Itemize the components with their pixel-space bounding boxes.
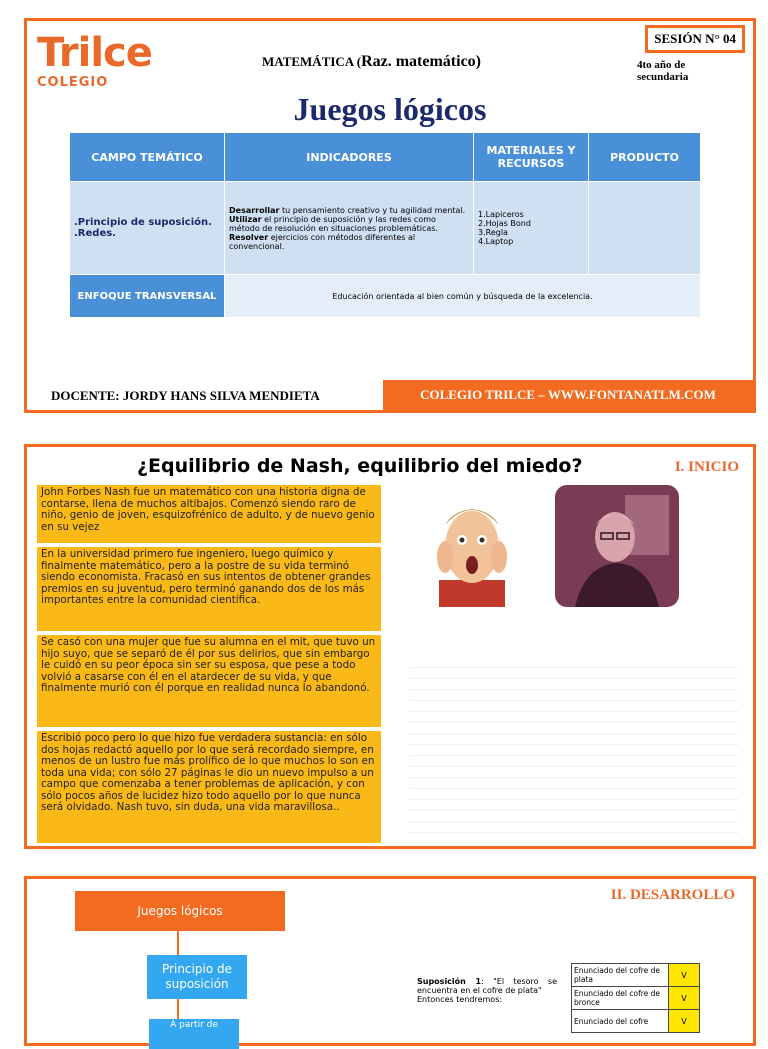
indicators-cell (225, 182, 474, 275)
desarrollo-panel (24, 876, 756, 1046)
material-item: 1.Lapiceros (478, 210, 524, 219)
grade-label: 4to año de secundaria (637, 59, 689, 83)
indicator-item: Utilizar el principio de suposición y las redes como método de resolución en situaciones problemáticas. (229, 214, 438, 233)
subject-main: Raz. matemático) (361, 53, 482, 70)
lesson-plan-table (69, 132, 701, 318)
story-card: John Forbes Nash fue un matemático con una historia digna de contarse, llena de muchos altibajos. Comenzó siendo raro de niño, genio de joven, esquizofrénico de adulto, y de nuevo genio en su vejez (37, 485, 381, 543)
supposition-then: Entonces tendremos: (417, 995, 503, 1004)
trilce-logo (37, 31, 152, 90)
chest-label: Enunciado del cofre (572, 1010, 669, 1033)
product-cell (589, 182, 701, 275)
campo-line: .Redes. (74, 228, 116, 239)
connector-line (177, 999, 179, 1019)
concept-box-main: Juegos lógicos (75, 891, 285, 931)
logo-wordmark: Trilce (37, 30, 152, 76)
teacher-name: DOCENTE: JORDY HANS SILVA MENDIETA (51, 388, 320, 403)
connector-line (177, 931, 179, 955)
school-footer: COLEGIO TRILCE – WWW.FONTANATLM.COM (383, 380, 753, 410)
enfoque-label: ENFOQUE TRANSVERSAL (70, 275, 225, 318)
material-item: 4.Laptop (478, 237, 514, 246)
indicator-item: Desarrollar tu pensamiento creativo y tu agilidad mental. (229, 205, 466, 215)
chest-truth-table (571, 963, 700, 1033)
header-campo: CAMPO TEMÁTICO (70, 133, 225, 182)
subject-prefix: MATEMÁTICA ( (262, 54, 362, 69)
story-card: Se casó con una mujer que fue su alumna en el mit, que tuvo un hijo suyo, que se separó de él por sus delirios, que sin embargo le cuidó en su peor época sin ser su esposa, que pese a todo volvió a casarse con él en el atardecer de su vida, y que finalmente murió con él porque en realidad nunca lo abandonó. (37, 635, 381, 727)
material-item: 3.Regla (478, 228, 508, 237)
inicio-panel (24, 444, 756, 849)
notes-lined-area (409, 657, 739, 837)
chest-label: Enunciado del cofre de bronce (572, 987, 669, 1010)
table-row (70, 275, 701, 318)
story-card: En la universidad primero fue ingeniero, luego químico y finalmente matemático, pero a la postre de su vida terminó siendo economista. Fracasó en sus intentos de obtener grandes premios en su juventud, pero terminó ganando dos de los más importantes entre la comunidad científica. (37, 547, 381, 631)
material-item: 2.Hojas Bond (478, 219, 531, 228)
indicator-item: Resolver ejercicios con métodos diferentes al convencional. (229, 232, 416, 251)
materials-cell (474, 182, 589, 275)
nash-portrait-photo (555, 485, 679, 607)
session-badge: SESIÓN N° 04 (645, 25, 745, 53)
chest-label: Enunciado del cofre de plata (572, 964, 669, 987)
enfoque-value: Educación orientada al bien común y búsqueda de la excelencia. (225, 275, 701, 318)
table-row (572, 987, 700, 1010)
inicio-title: ¿Equilibrio de Nash, equilibrio del miedo? (137, 455, 583, 477)
table-row (572, 1010, 700, 1033)
concept-box-principle: Principio de suposición (147, 955, 247, 999)
table-header-row (70, 133, 701, 182)
campo-cell (70, 182, 225, 275)
campo-line: .Principio de suposición. (74, 217, 212, 228)
page-title: Juegos lógicos (293, 91, 487, 127)
truth-value: V (669, 987, 700, 1010)
header-indicadores: INDICADORES (225, 133, 474, 182)
subject-title (262, 53, 481, 71)
section-heading-inicio: I. INICIO (674, 459, 739, 475)
truth-value: V (669, 964, 700, 987)
table-row (572, 964, 700, 987)
header-producto: PRODUCTO (589, 133, 701, 182)
supposition-text: Suposición 1: "El tesoro se encuentra en el cofre de plata" Entonces tendremos: (417, 977, 557, 1004)
supposition-label: Suposición 1 (417, 977, 482, 986)
section-heading-desarrollo: II. DESARROLLO (610, 887, 735, 903)
table-row (70, 182, 701, 275)
header-materiales: MATERIALES Y RECURSOS (474, 133, 589, 182)
lesson-header-panel (24, 18, 756, 413)
concept-box-sub: A partir de (149, 1019, 239, 1049)
logo-subtitle: COLEGIO (37, 75, 109, 90)
screaming-child-photo (431, 485, 513, 607)
truth-value: V (669, 1010, 700, 1033)
story-card: Escribió poco pero lo que hizo fue verdadera sustancia: en sólo dos hojas redactó aquello por lo que será recordado siempre, en menos de un lustro fue más prolífico de lo que muchos lo son en toda una vida; con sólo 27 páginas le dio un nuevo impulso a un campo que comenzaba a tener problemas de aplicación, y con sólo pocos años de lucidez hizo todo aquello por lo que nunca será olvidado. Nash tuvo, sin duda, una vida maravillosa.. (37, 731, 381, 843)
